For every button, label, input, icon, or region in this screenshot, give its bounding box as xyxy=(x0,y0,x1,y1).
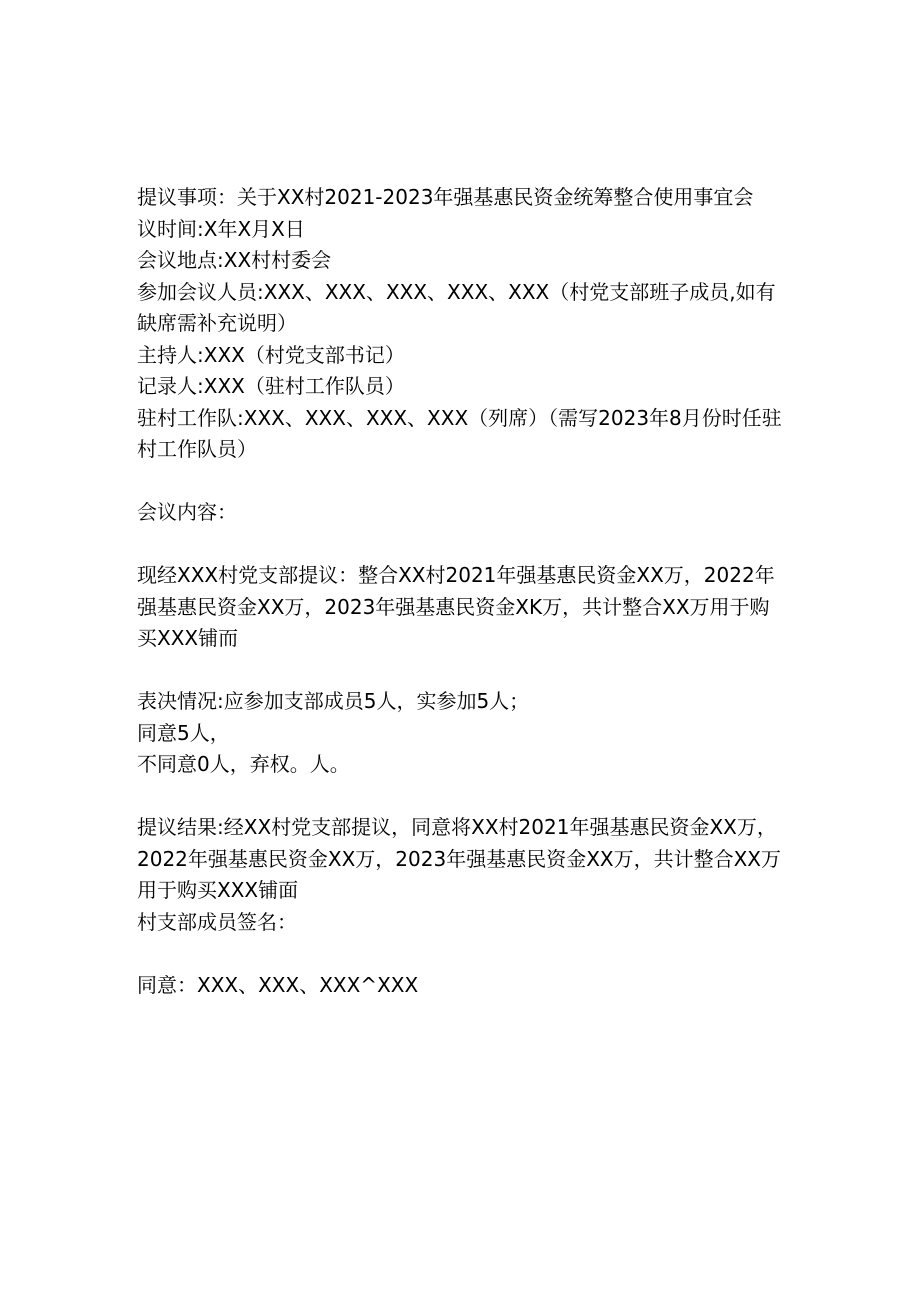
meeting-record xyxy=(137,182,797,1001)
vote-line: 表决情况:应参加支部成员5人，实参加5人； xyxy=(137,689,530,713)
signature-line: 同意：XXX、XXX、XXX^XXX xyxy=(137,972,419,997)
proposal-line: 强基惠民资金XX万，2023年强基惠民资金XK万，共计整合XX万用于购 xyxy=(137,594,770,619)
result-line: 用于购买XXX铺面 xyxy=(137,878,299,902)
result-line: 提议结果:经XX村党支部提议，同意将XX村2021年强基惠民资金XX万， xyxy=(137,815,777,839)
vote-line: 不同意0人，弃权。人。 xyxy=(137,752,350,776)
work-team-line: 驻村工作队:XXX、XXX、XXX、XXX（列席）（需写2023年8月份时任驻 xyxy=(137,405,782,430)
recorder-line: 记录人:XXX（驻村工作队员） xyxy=(137,374,405,398)
proposal-line: 买XXX铺而 xyxy=(137,626,239,650)
meeting-time-line: 议时间:X年X月X日 xyxy=(137,216,305,241)
attendees-line: 参加会议人员:XXX、XXX、XXX、XXX、XXX（村党支部班子成员,如有 xyxy=(137,279,776,304)
work-team-line-cont: 村工作队员） xyxy=(137,437,257,461)
result-line: 2022年强基惠民资金XX万，2023年强基惠民资金XX万，共计整合XX万 xyxy=(137,846,782,871)
content-heading: 会议内容： xyxy=(137,500,237,524)
vote-line: 同意5人， xyxy=(137,720,230,745)
attendees-line-cont: 缺席需补充说明） xyxy=(137,311,297,335)
signature-heading: 村支部成员签名： xyxy=(137,909,297,934)
proposal-item-line: 提议事项：关于XX村2021-2023年强基惠民资金统筹整合使用事宜会 xyxy=(137,185,754,209)
proposal-line: 现经XXX村党支部提议：整合XX村2021年强基惠民资金XX万，2022年 xyxy=(137,563,775,587)
host-line: 主持人:XXX（村党支部书记） xyxy=(137,342,405,367)
meeting-place-line: 会议地点:XX村村委会 xyxy=(137,248,332,272)
